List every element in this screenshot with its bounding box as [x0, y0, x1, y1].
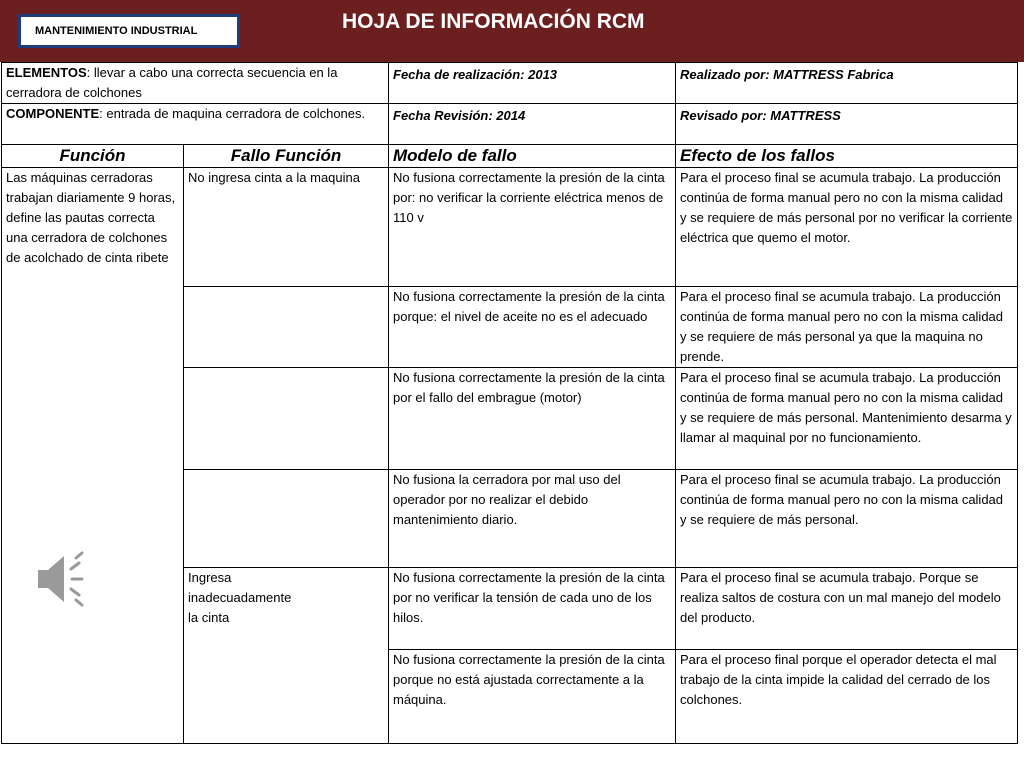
- speaker-icon[interactable]: [34, 550, 98, 608]
- column-header-row: [2, 145, 1018, 168]
- column-header-efecto: Efecto de los fallos: [676, 145, 1018, 168]
- meta-row-2: [2, 104, 1018, 145]
- column-header-funcion: Función: [2, 145, 184, 168]
- rcm-table: [1, 62, 1018, 744]
- meta-row-1: [2, 63, 1018, 104]
- modelo-cell: No fusiona correctamente la presión de la cinta por: no verificar la corriente eléctrica menos de 110 v: [389, 168, 676, 287]
- realizado-por: Realizado por: MATTRESS Fabrica: [676, 63, 1018, 104]
- efecto-cell: Para el proceso final se acumula trabajo. Porque se realiza saltos de costura con un mal manejo del modelo del producto.: [676, 568, 1018, 650]
- componente-label: COMPONENTE: [6, 106, 100, 121]
- fallo-cell-empty: [184, 470, 389, 568]
- funcion-cell: Las máquinas cerradoras trabajan diariamente 9 horas, define las pautas correcta una cerradora de colchones de acolchado de cinta ribete: [2, 168, 184, 744]
- fallo-cell-empty: [184, 368, 389, 470]
- elementos-cell: [2, 63, 389, 104]
- efecto-cell: Para el proceso final porque el operador detecta el mal trabajo de la cinta impide la calidad del cerrado de los colchones.: [676, 650, 1018, 744]
- componente-cell: [2, 104, 389, 145]
- modelo-cell: No fusiona correctamente la presión de la cinta porque: el nivel de aceite no es el adecuado: [389, 287, 676, 368]
- elementos-text: : llevar a cabo una correcta secuencia en la cerradora de colchones: [6, 65, 338, 100]
- header-banner: [0, 0, 1024, 62]
- fecha-realizacion: Fecha de realización: 2013: [389, 63, 676, 104]
- modelo-cell: No fusiona correctamente la presión de la cinta porque no está ajustada correctamente a la máquina.: [389, 650, 676, 744]
- efecto-cell: Para el proceso final se acumula trabajo. La producción continúa de forma manual pero no con la misma calidad y se requiere de más personal.: [676, 470, 1018, 568]
- fecha-revision: Fecha Revisión: 2014: [389, 104, 676, 145]
- column-header-modelo: Modelo de fallo: [389, 145, 676, 168]
- table-row: [2, 168, 1018, 287]
- page-title: HOJA DE INFORMACIÓN RCM: [342, 10, 645, 33]
- modelo-cell: No fusiona correctamente la presión de la cinta por no verificar la tensión de cada uno de los hilos.: [389, 568, 676, 650]
- efecto-cell: Para el proceso final se acumula trabajo. La producción continúa de forma manual pero no con la misma calidad y se requiere de más personal. Mantenimiento desarma y llamar al maquinal por no funcionamiento.: [676, 368, 1018, 470]
- efecto-cell: Para el proceso final se acumula trabajo. La producción continúa de forma manual pero no con la misma calidad y se requiere de más personal ya que la maquina no prende.: [676, 287, 1018, 368]
- efecto-cell: Para el proceso final se acumula trabajo. La producción continúa de forma manual pero no con la misma calidad y se requiere de más personal por no verificar la corriente eléctrica que quemo el motor.: [676, 168, 1018, 287]
- modelo-cell: No fusiona correctamente la presión de la cinta por el fallo del embrague (motor): [389, 368, 676, 470]
- componente-text: : entrada de maquina cerradora de colchones.: [99, 106, 366, 121]
- department-tag: MANTENIMIENTO INDUSTRIAL: [18, 14, 240, 48]
- fallo-cell: Ingresa inadecuadamente la cinta: [184, 568, 389, 744]
- fallo-cell: No ingresa cinta a la maquina: [184, 168, 389, 287]
- revisado-por: Revisado por: MATTRESS: [676, 104, 1018, 145]
- modelo-cell: No fusiona la cerradora por mal uso del operador por no realizar el debido mantenimiento diario.: [389, 470, 676, 568]
- column-header-fallo: Fallo Función: [184, 145, 389, 168]
- elementos-label: ELEMENTOS: [6, 65, 87, 80]
- fallo-cell-empty: [184, 287, 389, 368]
